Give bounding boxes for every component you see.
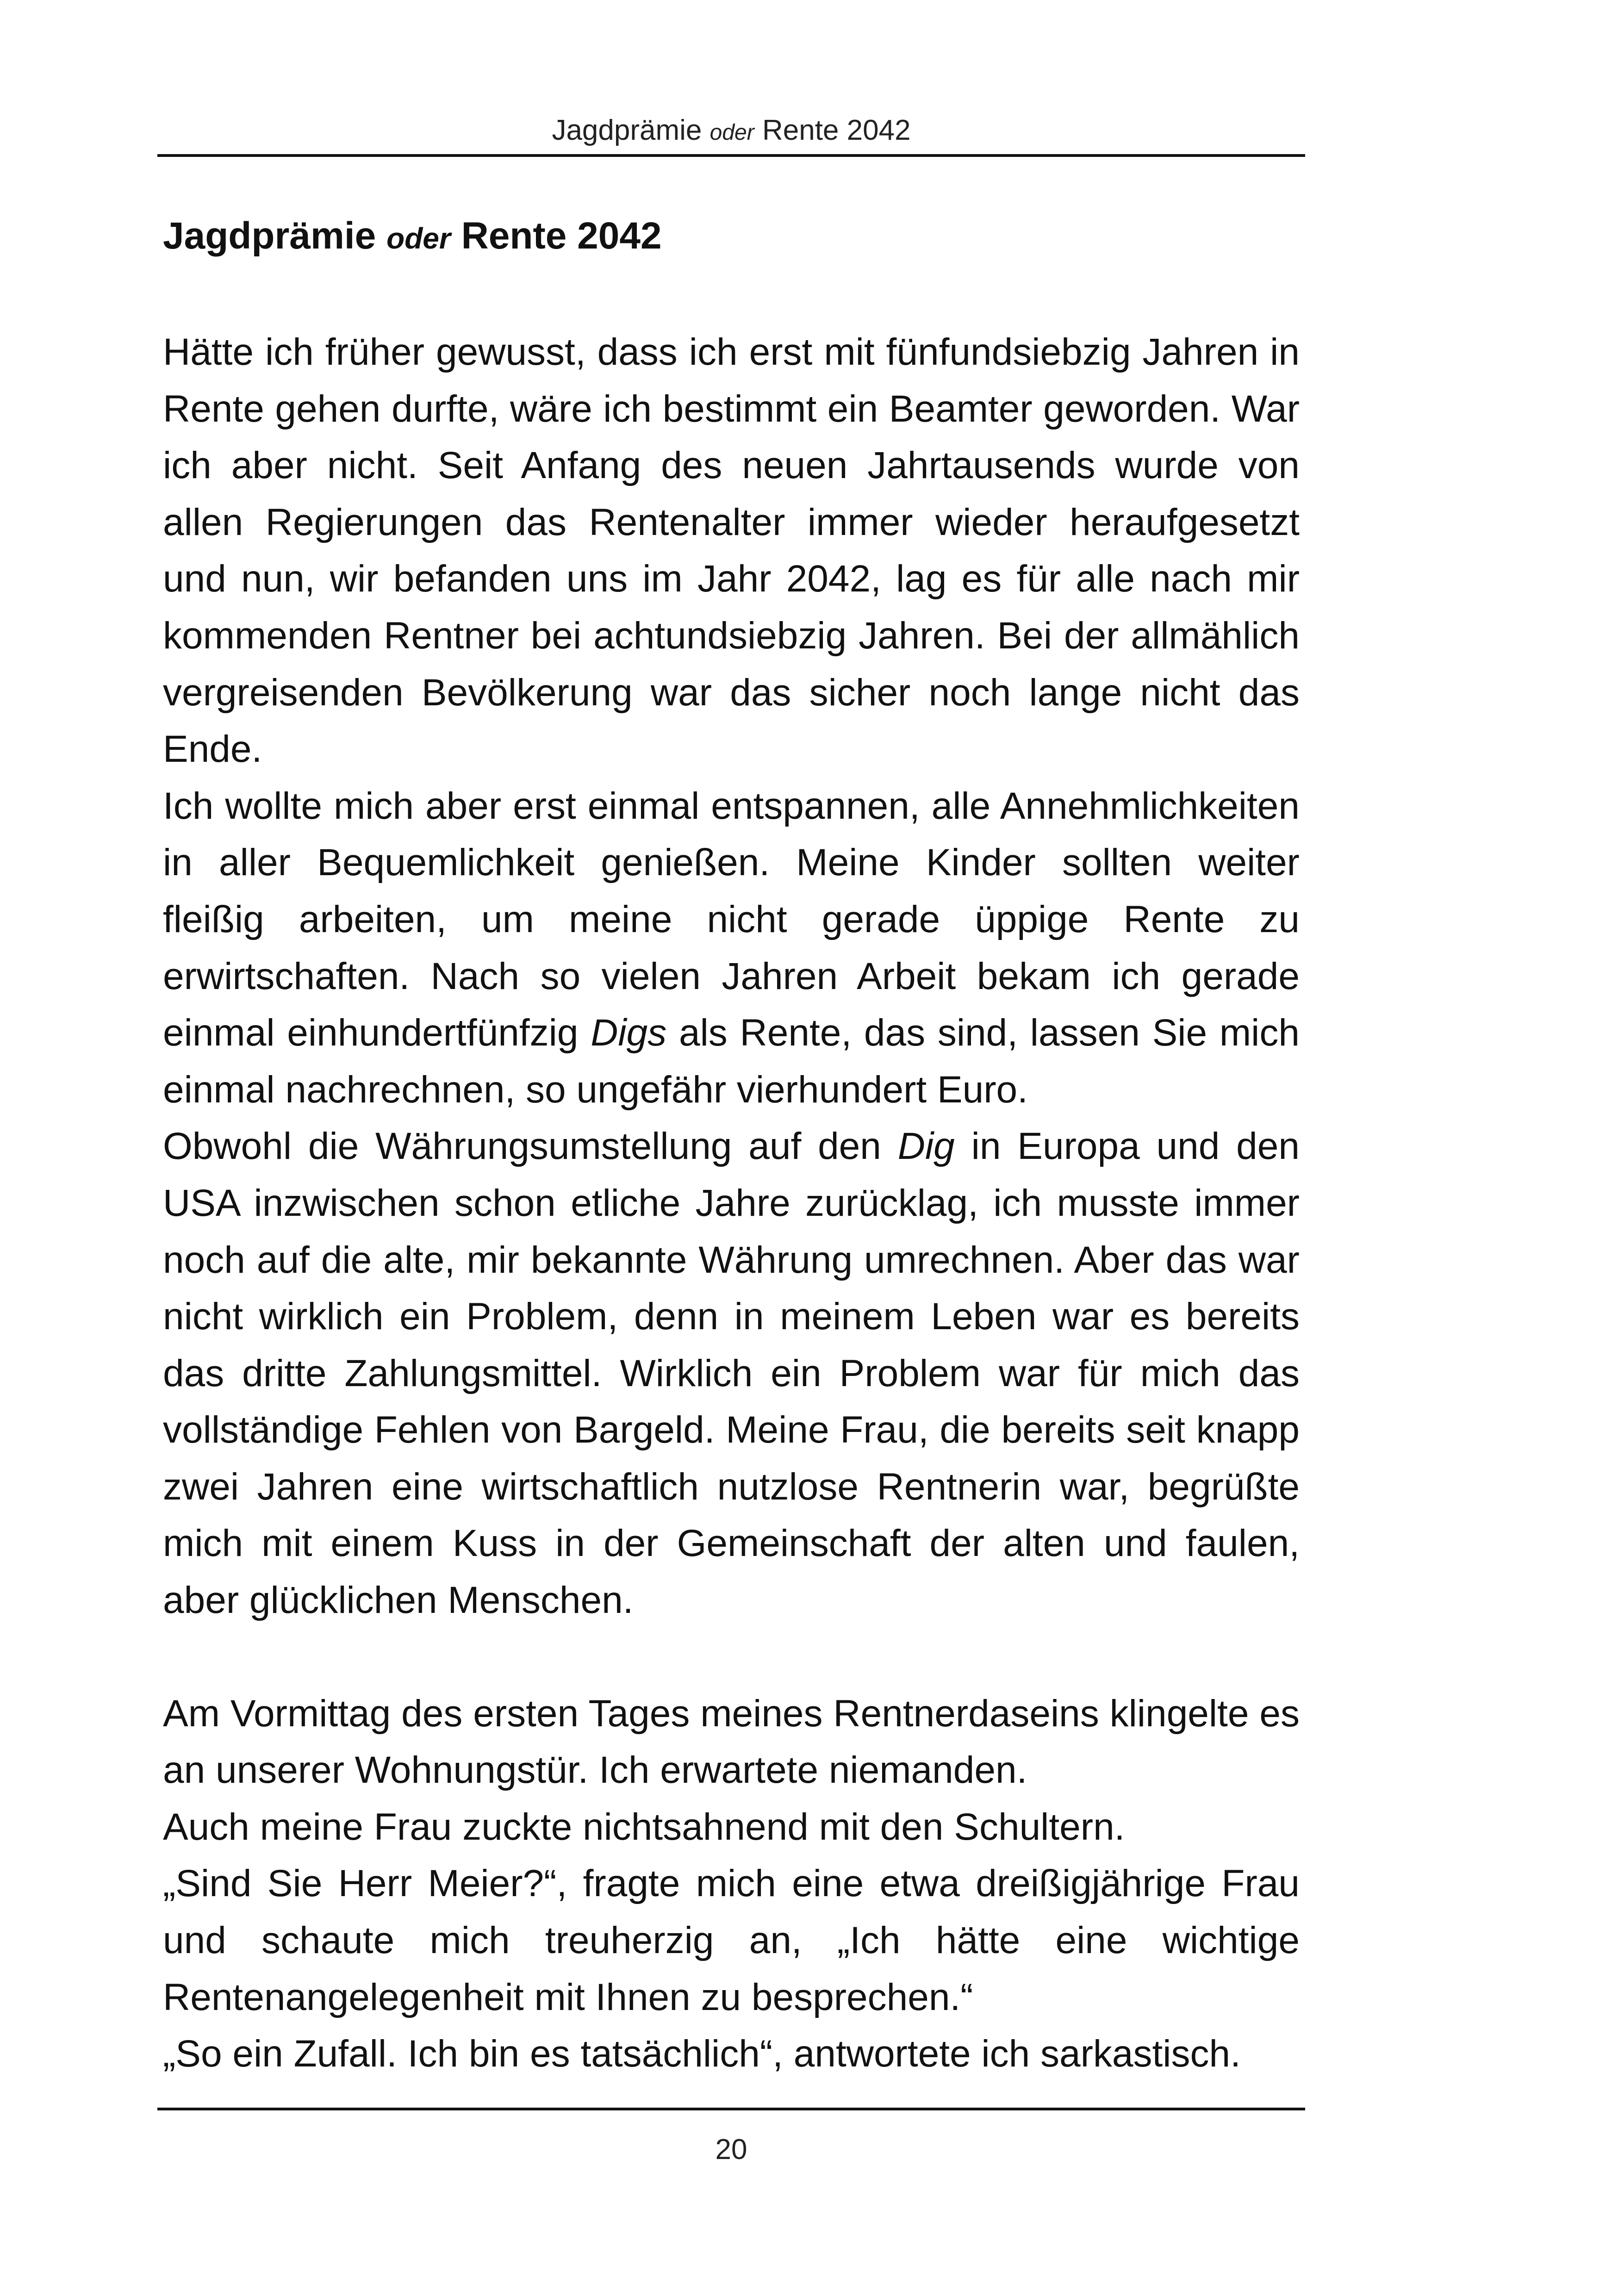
paragraph-2-text-b: als Rente, das sind, lassen Sie mich einmal nachrechnen, so ungefähr vierhundert Euro. [163,1012,1300,1111]
paragraph-7: „So ein Zufall. Ich bin es tatsächlich“, antwortete ich sarkastisch. [163,2033,1241,2075]
running-header-connector: oder [709,120,754,145]
paragraph-6: „Sind Sie Herr Meier?“, fragte mich eine etwa dreißigjährige Frau und schaute mich treuherzig an, „Ich hätte eine wichtige Rentenangelegenheit mit Ihnen zu besprechen.“ [163,1862,1300,2018]
header-rule [157,154,1305,157]
running-header [157,112,1305,151]
paragraph-2-text-a: Ich wollte mich aber erst einmal entspannen, alle Annehmlichkeiten in aller Bequemlichkeit genießen. Meine Kinder sollten weiter fleißig arbeiten, um meine nicht gerade üppige Rente zu erwirtschaften. Nach so vielen Jahren Arbeit bekam ich gerade einmal einhundertfünfzig [163,784,1300,1054]
paragraph-3 [163,1118,1300,1629]
chapter-body [163,324,1300,2083]
paragraph-2-italic-currency: Digs [591,1012,667,1054]
running-header-title-part1: Jagdprämie [552,114,702,146]
paragraph-4: Am Vormittag des ersten Tages meines Rentnerdaseins klingelte es an unserer Wohnungstür. Ich erwartete niemanden. [163,1692,1300,1792]
chapter-title-part1: Jagdprämie [163,215,376,257]
paragraph-3-italic-currency: Dig [897,1125,955,1168]
page-number: 20 [715,2134,747,2165]
chapter-title-part2: Rente 2042 [461,215,662,257]
footer-rule [157,2108,1305,2110]
chapter-title [163,211,662,264]
chapter-title-connector: oder [386,222,451,255]
running-header-title-part2: Rente 2042 [762,114,911,146]
paragraph-3-text-a: Obwohl die Währungsumstellung auf den [163,1125,898,1168]
paragraph-2 [163,778,1300,1119]
paragraph-1: Hätte ich früher gewusst, dass ich erst mit fünfundsiebzig Jahren in Rente gehen durfte, wäre ich bestimmt ein Beamter geworden. War ich aber nicht. Seit Anfang des neuen Jahrtausends wurde von allen Regierungen das Rentenalter immer wieder heraufgesetzt und nun, wir befanden uns im Jahr 2042, lag es für alle nach mir kommenden Rentner bei achtundsiebzig Jahren. Bei der allmählich vergreisenden Bevölkerung war das sicher noch lange nicht das Ende. [163,331,1300,771]
paragraph-5: Auch meine Frau zuckte nichtsahnend mit den Schultern. [163,1805,1125,1848]
paragraph-3-text-b: in Europa und den USA inzwischen schon etliche Jahre zurücklag, ich musste immer noch auf die alte, mir bekannte Währung umrechnen. Aber das war nicht wirklich ein Problem, denn in meinem Leben war es bereits das dritte Zahlungsmittel. Wirklich ein Problem war für mich das vollständige Fehlen von Bargeld. Meine Frau, die bereits seit knapp zwei Jahren eine wirtschaftlich nutzlose Rentnerin war, begrüßte mich mit einem Kuss in der Gemeinschaft der alten und faulen, aber glücklichen Menschen. [163,1125,1300,1622]
